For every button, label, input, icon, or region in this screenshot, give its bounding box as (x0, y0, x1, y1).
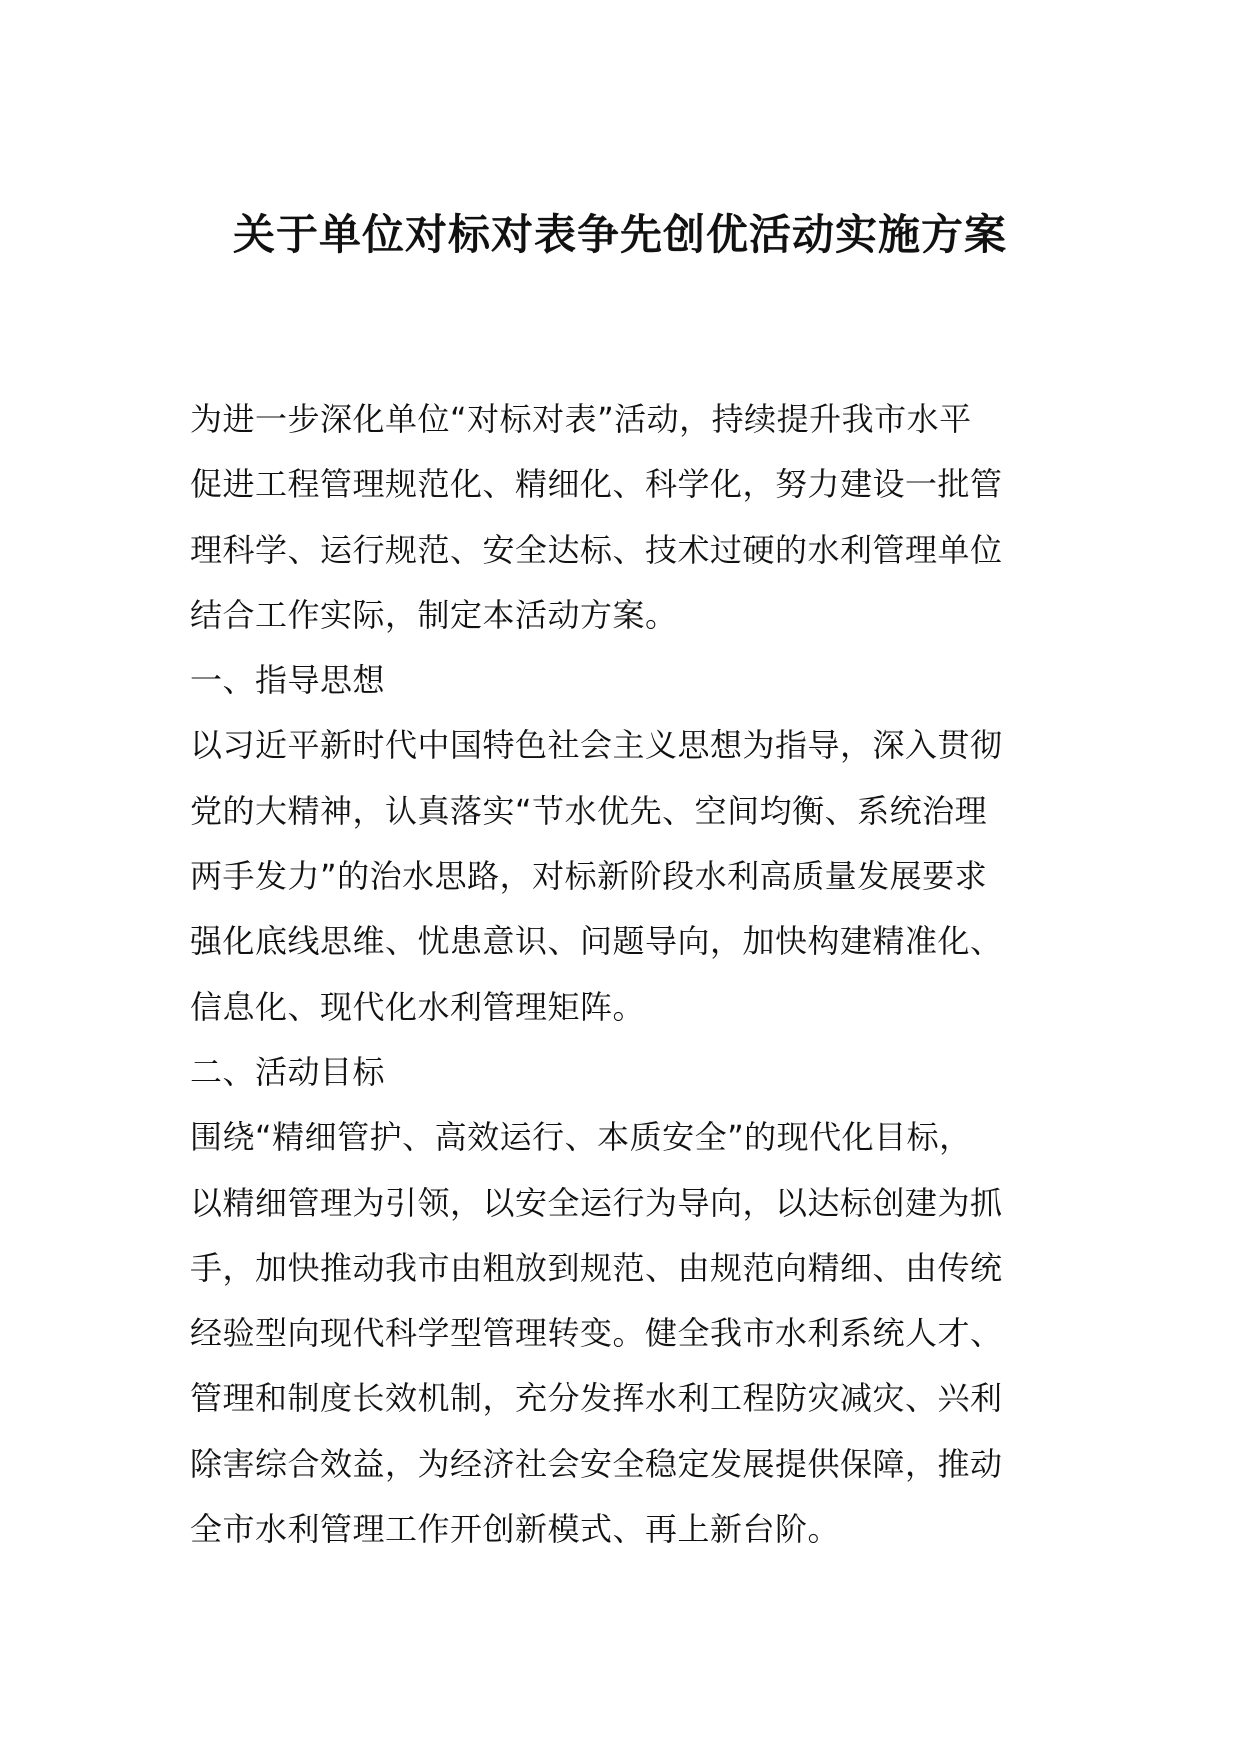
paragraph-line: 结合工作实际，制定本活动方案。 (190, 595, 678, 634)
document-title: 关于单位对标对表争先创优活动实施方案 (232, 210, 1007, 259)
paragraph-line: 信息化、现代化水利管理矩阵。 (190, 987, 646, 1026)
paragraph-line: 理科学、运行规范、安全达标、技术过硬的水利管理单位 (190, 530, 1003, 569)
paragraph-line: 以习近平新时代中国特色社会主义思想为指导，深入贯彻 (190, 726, 1003, 765)
paragraph-line: 以精细管理为引领，以安全运行为导向，以达标创建为抓 (190, 1183, 1003, 1222)
paragraph-line: 两手发力”的治水思路，对标新阶段水利高质量发展要求 (190, 857, 988, 896)
paragraph-line: 强化底线思维、忧患意识、问题导向，加快构建精准化、 (190, 922, 1003, 961)
paragraph-line: 全市水利管理工作开创新模式、再上新台阶。 (190, 1510, 841, 1549)
section-heading: 二、活动目标 (190, 1052, 386, 1091)
paragraph-line: 管理和制度长效机制，充分发挥水利工程防灾减灾、兴利 (190, 1379, 1003, 1418)
document-body (190, 387, 1065, 1562)
paragraph-line: 党的大精神，认真落实“节水优先、空间均衡、系统治理 (190, 791, 988, 830)
section-heading: 一、指导思想 (190, 661, 386, 700)
paragraph-line: 经验型向现代科学型管理转变。健全我市水利系统人才、 (190, 1314, 1003, 1353)
paragraph-line: 为进一步深化单位“对标对表”活动，持续提升我市水平 (190, 400, 972, 438)
paragraph-line: 手，加快推动我市由粗放到规范、由规范向精细、由传统 (190, 1248, 1003, 1287)
paragraph-line: 围绕“精细管护、高效运行、本质安全”的现代化目标， (190, 1118, 972, 1157)
paragraph-line: 除害综合效益，为经济社会安全稳定发展提供保障，推动 (190, 1444, 1003, 1483)
paragraph-line: 促进工程管理规范化、精细化、科学化，努力建设一批管 (190, 465, 1003, 504)
